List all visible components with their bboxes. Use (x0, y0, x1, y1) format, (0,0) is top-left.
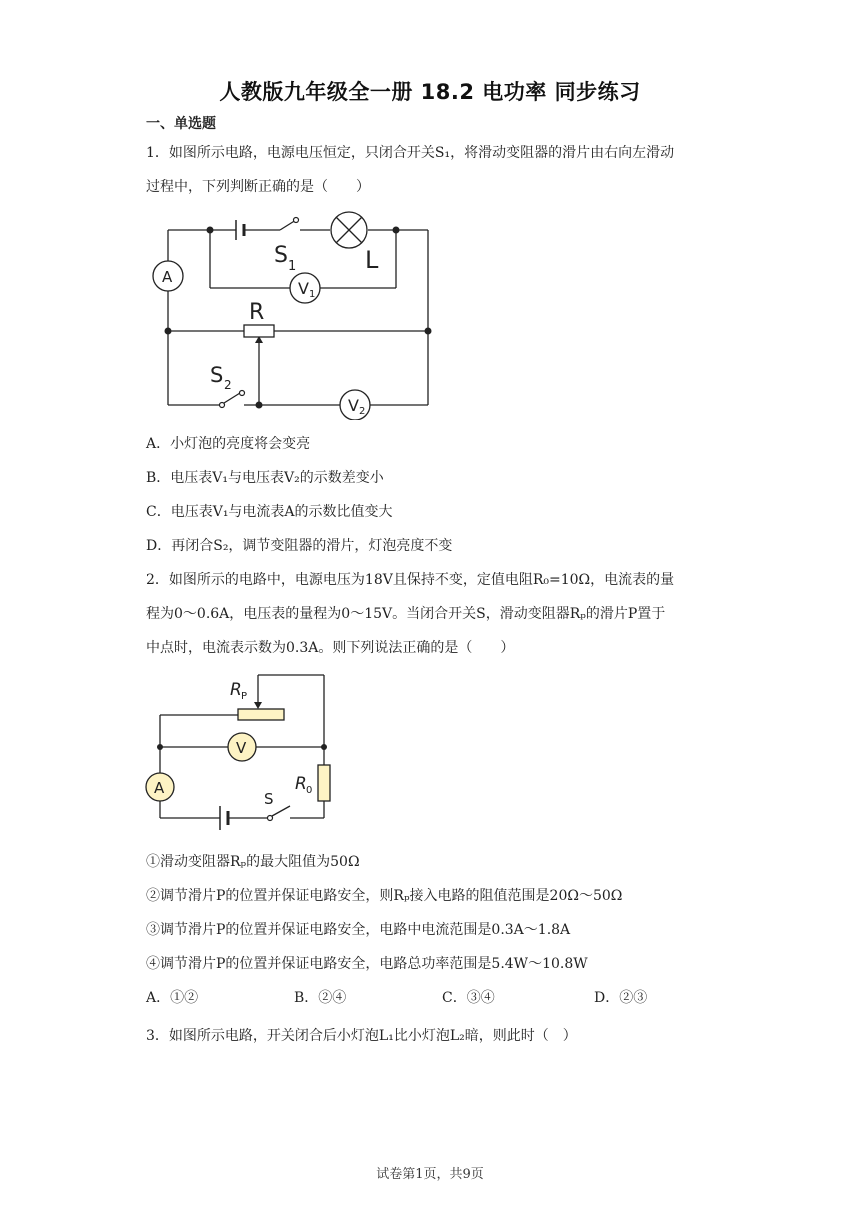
v1-label: V (298, 279, 309, 298)
lamp-label: L (365, 246, 379, 274)
q2-circuit-diagram (140, 665, 340, 835)
s-label: S (264, 790, 274, 808)
q2-stem-line1: 2．如图所示的电路中，电源电压为18V且保持不变，定值电阻R₀=10Ω，电流表的量 (146, 572, 675, 588)
q1-stem-line2: 过程中，下列判断正确的是（ ） (146, 179, 370, 195)
q1-option-c: C．电压表V₁与电流表A的示数比值变大 (146, 504, 393, 520)
q2-option-a: A．①② (146, 990, 199, 1006)
q1-option-d: D．再闭合S₂，调节变阻器的滑片，灯泡亮度不变 (146, 538, 453, 554)
q1-option-b: B．电压表V₁与电压表V₂的示数差变小 (146, 470, 384, 486)
section-heading: 一、单选题 (146, 116, 216, 132)
lamp-icon (331, 212, 367, 248)
r-label: R (249, 300, 265, 325)
q2-statement-2: ②调节滑片P的位置并保证电路安全，则Rₚ接入电路的阻值范围是20Ω～50Ω (146, 888, 623, 904)
rheostat-rp (238, 709, 284, 720)
svg-text:1: 1 (288, 259, 297, 274)
q2-option-d: D．②③ (594, 990, 648, 1006)
page-footer: 试卷第1页，共9页 (376, 1167, 484, 1182)
a-label: A (154, 779, 165, 797)
s2-label: S (210, 363, 224, 387)
svg-text:0: 0 (306, 785, 313, 796)
r0-label: R (295, 774, 307, 794)
q2-stem-line2: 程为0～0.6A，电压表的量程为0～15V。当闭合开关S，滑动变阻器Rₚ的滑片P置于 (146, 606, 666, 622)
v-label: V (236, 739, 247, 757)
q1-option-a: A．小灯泡的亮度将会变亮 (146, 436, 311, 452)
s1-label: S (274, 243, 288, 268)
q2-stem-line3: 中点时，电流表示数为0.3A。则下列说法正确的是（ ） (146, 640, 515, 656)
q3-stem-line1: 3．如图所示电路，开关闭合后小灯泡L₁比小灯泡L₂暗，则此时（ ） (146, 1028, 577, 1044)
q2-statement-4: ④调节滑片P的位置并保证电路安全，电路总功率范围是5.4W～10.8W (146, 956, 588, 972)
rp-label: R (230, 680, 242, 700)
rheostat-r (244, 325, 274, 337)
q1-circuit-diagram (150, 205, 440, 420)
q2-option-b: B．②④ (294, 990, 347, 1006)
page-title: 人教版九年级全一册 18.2 电功率 同步练习 (219, 80, 641, 104)
resistor-r0 (318, 765, 330, 801)
ammeter-label: A (162, 268, 173, 286)
q2-statement-3: ③调节滑片P的位置并保证电路安全，电路中电流范围是0.3A～1.8A (146, 922, 571, 938)
v2-label: V (348, 396, 359, 415)
svg-text:P: P (241, 691, 248, 702)
svg-text:2: 2 (224, 378, 232, 392)
q1-stem-line1: 1．如图所示电路，电源电压恒定，只闭合开关S₁，将滑动变阻器的滑片由右向左滑动 (146, 145, 675, 161)
q2-option-c: C．③④ (442, 990, 495, 1006)
q2-statement-1: ①滑动变阻器Rₚ的最大阻值为50Ω (146, 854, 360, 870)
svg-text:1: 1 (309, 289, 316, 300)
svg-text:2: 2 (359, 406, 366, 417)
